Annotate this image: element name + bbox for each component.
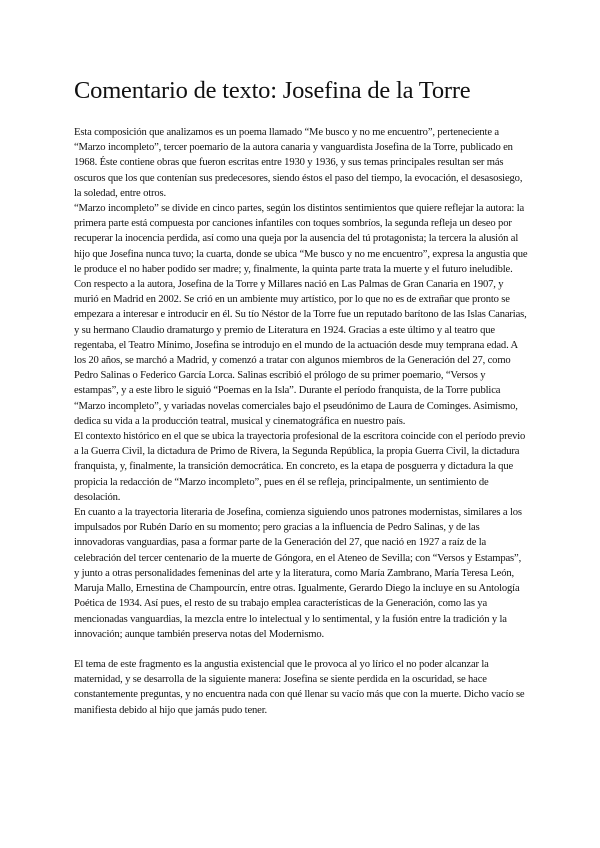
paragraph-theme: El tema de este fragmento es la angustia existencial que le provoca al yo lírico el no poder alcanzar la maternidad, y se desarrolla de la siguiente manera: Josefina se siente perdida en la oscuridad, se hace constantemente preguntas, y no encuentra nada con qué llenar su vacío más que con la muerte. Dicho vacío se manifiesta debido al hijo que jamás pudo tener. bbox=[74, 658, 525, 716]
paragraph-structure: “Marzo incompleto” se divide en cinco partes, según los distintos sentimientos que quiere reflejar la autora: la primera parte está compuesta por canciones infantiles con toques sombríos, la segunda refleja un deseo por recuperar la inocencia perdida, así como una queja por la ausencia del tú protagonista; la tercera la alusión al hijo que Josefina nunca tuvo; la cuarta, donde se ubica “Me busco y no me encuentro”, expresa la angustia que le produce el no haber podido ser madre; y, finalmente, la quinta parte trata la muerte y el futuro ineludible. bbox=[74, 203, 528, 275]
paragraph-literary-trajectory: En cuanto a la trayectoria literaria de Josefina, comienza siguiendo unos patrones modernistas, similares a los impulsados por Rubén Darío en su momento; pero gracias a la influencia de Pedro Salinas, y de las innovadoras vanguardias, pasa a formar parte de la Generación del 27, que nació en 1927 a raíz de la celebración del tercer centenario de la muerte de Góngora, en el Ateneo de Sevilla; con “Versos y Estampas”, y junto a otras personalidades femeninas del arte y la literatura, como María Zambrano, María Teresa León, Maruja Mallo, Ernestina de Champourcín, entre otras. Igualmente, Gerardo Diego la incluye en su Antología Poética de 1934. Así pues, el resto de su trabajo emplea características de la Generación, como las ya mencionadas vanguardias, la mezcla entre lo intelectual y lo sentimental, y la fusión entre la tradición y la innovación; aunque también preserva notas del Modernismo. bbox=[74, 507, 522, 640]
document-body bbox=[74, 125, 528, 718]
document-title: Comentario de texto: Josefina de la Torre bbox=[74, 77, 471, 104]
paragraph-historical-context: El contexto histórico en el que se ubica la trayectoria profesional de la escritora coincide con el período previo a la Guerra Civil, la dictadura de Primo de Rivera, la Segunda República, la propia Guerra Civil, la dictadura franquista, y, finalmente, la transición democrática. En concreto, es la etapa de posguerra y dictadura la que propicia la redacción de “Marzo incompleto”, pues en él se refleja, principalmente, un sentimiento de desolación. bbox=[74, 431, 526, 503]
paragraph-author: Con respecto a la autora, Josefina de la Torre y Millares nació en Las Palmas de Gran Canaria en 1907, y murió en Madrid en 2002. Se crió en un ambiente muy artístico, por lo que no es de extrañar que pronto se empezara a interesar e introducir en él. Su tío Néstor de la Torre fue un reputado barítono de las Islas Canarias, y su hermano Claudio dramaturgo y premio de Literatura en 1924. Gracias a este último y al teatro que regentaba, el Teatro Mínimo, Josefina se introdujo en el mundo de la actuación desde muy temprana edad. A los 20 años, se marchó a Madrid, y comenzó a tratar con algunos miembros de la Generación del 27, como Pedro Salinas o Federico García Lorca. Salinas escribió el prólogo de su primer poemario, “Versos y estampas”, y a este libro le siguió “Poemas en la Isla”. Durante el período franquista, de la Torre publica “Marzo incompleto”, y variadas novelas comerciales bajo el pseudónimo de Laura de Cominges. Asimismo, dedica su vida a la producción teatral, musical y cinematográfica en nuestro país. bbox=[74, 279, 527, 427]
paragraph-introduction: Esta composición que analizamos es un poema llamado “Me busco y no me encuentro”, perteneciente a “Marzo incompleto”, tercer poemario de la autora canaria y vanguardista Josefina de la Torre, publicado en 1968. Éste contiene obras que fueron escritas entre 1930 y 1936, y sus temas principales resultan ser más oscuros que los que contenían sus predecesores, siendo éstos el paso del tiempo, la evocación, el desasosiego, la soledad, entre otros. bbox=[74, 127, 523, 199]
